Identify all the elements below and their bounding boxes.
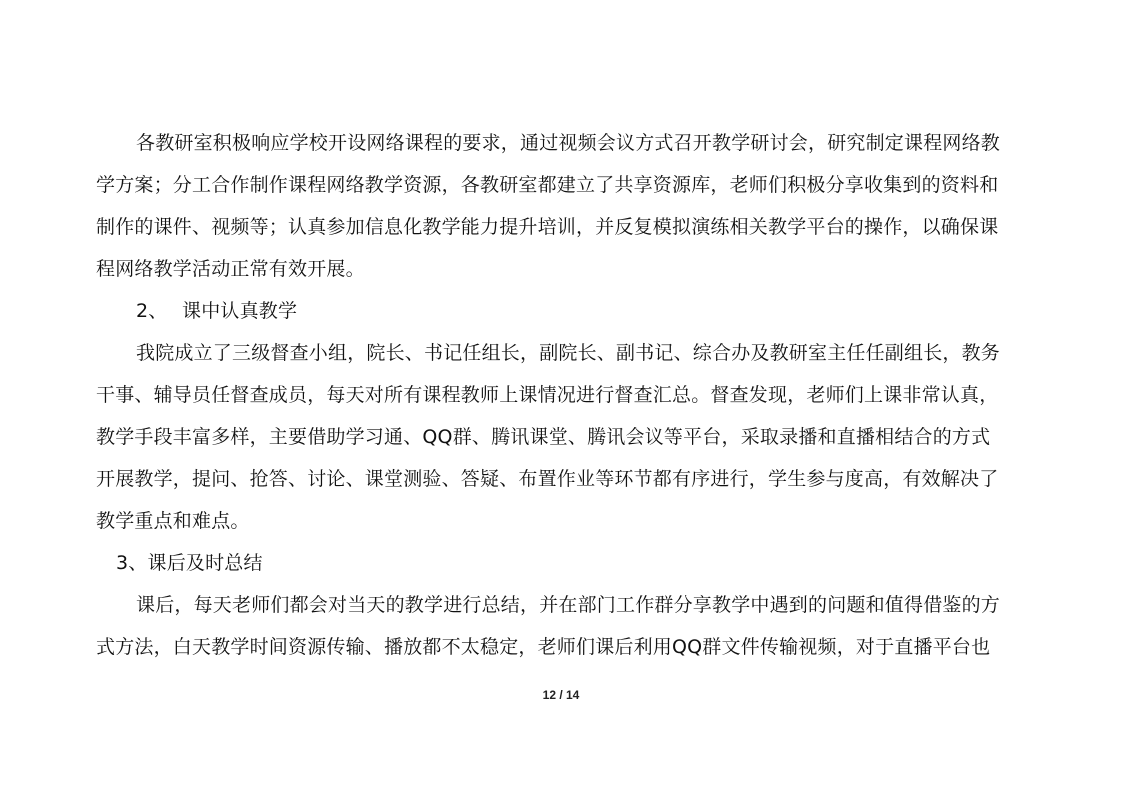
paragraph-line: 制作的课件、视频等；认真参加信息化教学能力提升培训，并反复模拟演练相关教学平台的操作，以确保课 <box>96 216 999 238</box>
paragraph-line: 式方法，白天教学时间资源传输、播放都不太稳定，老师们课后利用QQ群文件传输视频，对于直播平台也 <box>96 636 991 658</box>
paragraph-line: 学方案；分工合作制作课程网络教学资源，各教研室都建立了共享资源库，老师们积极分享收集到的资料和 <box>96 174 999 196</box>
paragraph-line: 教学手段丰富多样，主要借助学习通、QQ群、腾讯课堂、腾讯会议等平台，采取录播和直播相结合的方式 <box>96 426 991 448</box>
section-heading-3: 3、课后及时总结 <box>116 552 263 574</box>
paragraph-line: 各教研室积极响应学校开设网络课程的要求，通过视频会议方式召开教学研讨会，研究制定课程网络教 <box>136 132 1001 154</box>
page-body <box>96 122 1028 668</box>
section-heading-2 <box>96 290 1028 332</box>
section-number: 2、 <box>136 300 168 322</box>
paragraph-line: 开展教学，提问、抢答、讨论、课堂测验、答疑、布置作业等环节都有序进行，学生参与度高，有效解决了 <box>96 468 999 490</box>
page-number: 12 / 14 <box>542 688 580 702</box>
paragraph-line: 干事、辅导员任督查成员，每天对所有课程教师上课情况进行督查汇总。督查发现，老师们上课非常认真， <box>96 384 999 406</box>
paragraph-line: 课后，每天老师们都会对当天的教学进行总结，并在部门工作群分享教学中遇到的问题和值得借鉴的方 <box>136 594 1001 616</box>
paragraph-line: 我院成立了三级督查小组，院长、书记任组长，副院长、副书记、综合办及教研室主任任副组长，教务 <box>136 342 1001 364</box>
paragraph-line: 程网络教学活动正常有效开展。 <box>96 258 365 280</box>
paragraph-line: 教学重点和难点。 <box>96 510 250 532</box>
section-title: 课中认真教学 <box>182 300 298 322</box>
